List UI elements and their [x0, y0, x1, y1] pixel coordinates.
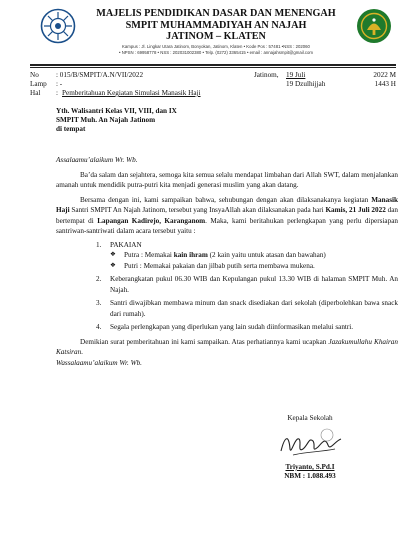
list-item-4 — [96, 322, 398, 333]
letterhead-divider-thick — [30, 64, 396, 66]
address-line: Kampus : Jl. Lingkar Utara Jatinom, Bonyokan, Jatinom, Klaten • Kode Pos : 57481 •NSS : 202060 — [122, 44, 310, 49]
p3-text: Demikian surat pemberitahuan ini kami sampaikan. Atas perhatiannya kami ucapkan — [80, 337, 329, 346]
sub-item-putra — [110, 250, 398, 261]
recipient-line-3: di tempat — [56, 125, 86, 133]
p3-phrase: Jazakumullahu Khairan Katsiran — [56, 337, 398, 356]
letterhead-line-1: MAJELIS PENDIDIKAN DASAR DAN MENENGAH — [96, 8, 336, 19]
date-day: 19 Juli — [286, 71, 306, 79]
hal-colon: : — [56, 89, 58, 97]
contact-line: • NPSN : 69958778 • NSS : 202031002380 • Telp. (0272) 3365415 • email : annajahsmpit@gmail.com — [119, 50, 313, 55]
bullet-icon: ❖ — [110, 251, 116, 258]
letterhead — [40, 6, 392, 64]
p2-text-g: . Maka, kami beritahukan perlengkapan yang perlu dipersiapan santriwan-santriwati dalam acara tersebut yaitu : — [56, 216, 398, 235]
closing-greeting: Wassalaamu’alaikum Wr. Wb. — [56, 358, 142, 367]
list-item-3 — [96, 298, 398, 319]
signature-block — [270, 414, 350, 481]
closing-paragraph — [56, 337, 398, 358]
putra-c: (2 kain yaitu untuk atasan dan bawahan) — [207, 251, 326, 259]
lamp-value: : - — [56, 80, 63, 88]
hal-label: Hal — [30, 89, 41, 97]
date-gregorian — [286, 71, 396, 80]
putra-text — [124, 250, 398, 261]
no-label: No — [30, 71, 39, 79]
letterhead-divider-thin — [30, 67, 396, 68]
muhammadiyah-logo-icon — [40, 8, 76, 44]
putra-a: Putra : Memakai — [124, 251, 174, 259]
lamp-label: Lamp — [30, 80, 47, 88]
letterhead-line-3: JATINOM – KLATEN — [166, 31, 266, 42]
p2-location: Lapangan Kadirejo, Karanganom — [97, 216, 206, 225]
letterhead-line-2: SMPIT MUHAMMADIYAH AN NAJAH — [125, 19, 307, 31]
paragraph-2 — [56, 195, 398, 237]
handwritten-signature-icon — [275, 425, 345, 463]
hijri-year: 1443 H — [374, 80, 396, 88]
putri-text: Putri : Memakai pakaian dan jilbab putih serta membawa mukena. — [124, 261, 315, 270]
recipient-line-1: Yth. Walisantri Kelas VII, VIII, dan IX — [56, 107, 177, 115]
hijri-day: 19 Dzulhijjah — [286, 80, 326, 88]
hal-value: Pemberitahuan Kegiatan Simulasi Manasik Haji — [62, 89, 201, 97]
school-emblem-icon — [356, 8, 392, 44]
bullet-icon: ❖ — [110, 261, 116, 269]
item-number: 3. — [96, 299, 102, 307]
p2-event: Manasik Haji — [56, 195, 398, 214]
greeting: Assalaamu’alaikum Wr. Wb. — [56, 156, 138, 164]
p2-text-a: Bersama dengan ini, kami sampaikan bahwa, sehubungan dengan akan dilaksanakanya kegiatan — [80, 195, 372, 204]
list-item-1 — [96, 240, 398, 251]
item-text: PAKAIAN — [110, 240, 142, 249]
signer-name: Triyanto, S.Pd.I — [285, 463, 335, 471]
letterhead-address — [76, 44, 356, 56]
item-text: Santri diwajibkan membawa minum dan snack disediakan dari sekolah (diperbolehkan bawa snack dari rumah). — [110, 299, 398, 318]
no-value: : 015/B/SMPIT/A.N/VII/2022 — [56, 71, 144, 79]
p2-date: Kamis, 21 Juli 2022 — [325, 206, 386, 214]
date-year: 2022 M — [373, 71, 396, 79]
recipient-line-2: SMPIT Muh. An Najah Jatinom — [56, 116, 156, 124]
item-number: 2. — [96, 275, 102, 283]
letter-body — [30, 155, 398, 368]
letterhead-title — [76, 8, 356, 43]
signer-nbm: NBM : 1.088.493 — [284, 472, 336, 480]
putra-b: kain ihram — [173, 251, 208, 259]
p2-text-e: dan bertempat di — [56, 206, 398, 225]
item-text: Segala perlengkapan yang diperlukan yang lain sudah diinformasikan melalui santri. — [110, 323, 354, 331]
p2-text-c: Santri SMPIT An Najah Jatinom, tersebut yang InsyaAllah akan dilaksanakan pada hari — [69, 206, 326, 214]
p3-end: . — [81, 348, 83, 356]
list-item-2 — [96, 274, 398, 295]
item-text: Keberangkatan pukul 06.30 WIB dan Kepulangan pukul 13.30 WIB di halaman SMPIT Muh. An Najah. — [110, 275, 398, 294]
signer-title: Kepala Sekolah — [287, 414, 333, 422]
date-place: Jatinom, — [254, 71, 279, 79]
date-hijri — [286, 80, 396, 89]
item-number: 1. — [96, 240, 102, 249]
item-number: 4. — [96, 323, 102, 331]
paragraph-1: Ba’da salam dan sejahtera, semoga kita semua selalu mendapat limbahan dari Allah SWT, dalam menjalankan amanah untuk mendidik putra-putri kita menjadi generasi muslim yang akan datang. — [56, 170, 398, 189]
sub-item-putri — [110, 261, 398, 272]
